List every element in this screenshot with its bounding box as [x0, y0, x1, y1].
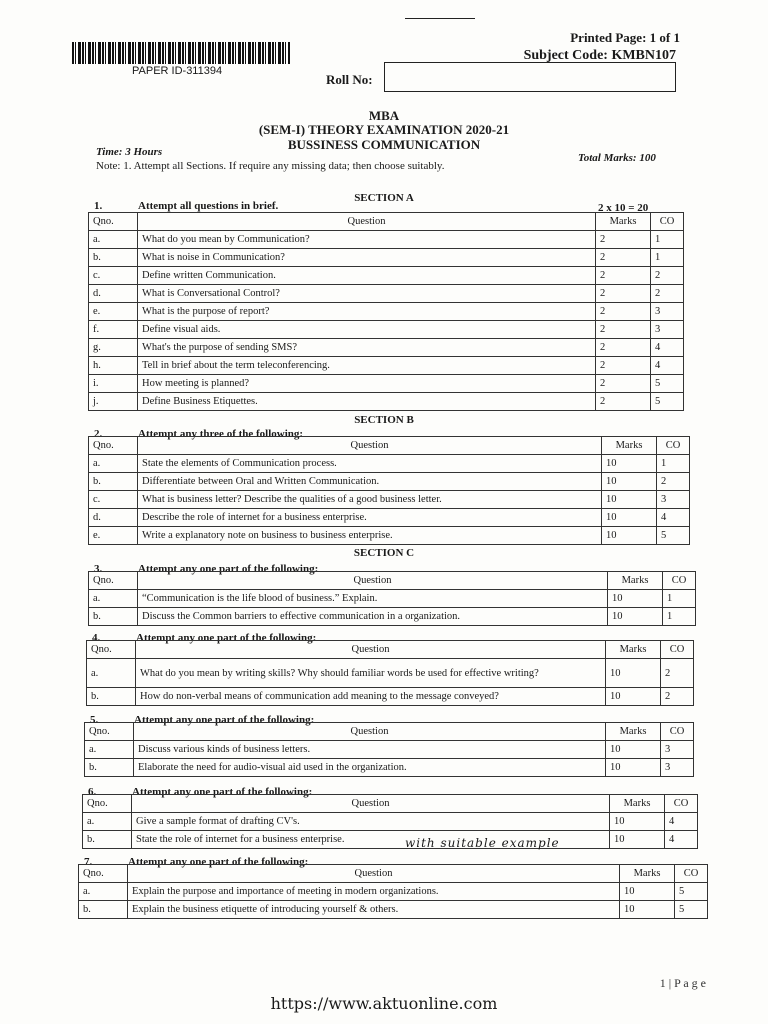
- cell-no: c.: [89, 491, 138, 509]
- cell-q: Define written Communication.: [138, 267, 596, 285]
- question-instruction: Attempt any one part of the following:: [134, 714, 315, 726]
- cell-no: b.: [89, 608, 138, 626]
- cell-no: a.: [89, 231, 138, 249]
- table-header-row: [89, 572, 696, 590]
- cell-m: 2: [596, 231, 651, 249]
- table-row: [87, 659, 694, 688]
- header-marks: Marks: [620, 865, 675, 883]
- cell-co: 1: [663, 590, 696, 608]
- cell-m: 10: [602, 527, 657, 545]
- cell-no: b.: [89, 473, 138, 491]
- header-qno: Qno.: [89, 213, 138, 231]
- cell-q: Write a explanatory note on business to business enterprise.: [138, 527, 602, 545]
- cell-no: f.: [89, 321, 138, 339]
- cell-m: 10: [620, 883, 675, 901]
- header-co: CO: [675, 865, 708, 883]
- header-co: CO: [665, 795, 698, 813]
- header-qno: Qno.: [89, 572, 138, 590]
- cell-q: What do you mean by Communication?: [138, 231, 596, 249]
- question-instruction: Attempt any one part of the following:: [128, 856, 309, 868]
- question-instruction: Attempt all questions in brief.: [138, 200, 279, 212]
- cell-q: What is business letter? Describe the qualities of a good business letter.: [138, 491, 602, 509]
- cell-m: 10: [602, 473, 657, 491]
- cell-no: a.: [89, 455, 138, 473]
- question-number: 2.: [94, 428, 103, 440]
- cell-co: 2: [651, 285, 684, 303]
- cell-co: 2: [657, 473, 690, 491]
- cell-m: 10: [610, 813, 665, 831]
- header-question: Question: [138, 572, 608, 590]
- subject-title: BUSSINESS COMMUNICATION: [287, 137, 481, 152]
- header-qno: Qno.: [87, 641, 136, 659]
- cell-co: 2: [661, 659, 694, 688]
- cell-co: 3: [651, 321, 684, 339]
- cell-co: 3: [657, 491, 690, 509]
- header-question: Question: [128, 865, 620, 883]
- header-qno: Qno.: [89, 437, 138, 455]
- table-row: [89, 455, 690, 473]
- question-table: [88, 212, 684, 411]
- roll-no-box: [384, 62, 676, 92]
- cell-m: 2: [596, 321, 651, 339]
- table-row: [89, 285, 684, 303]
- question-number: 6.: [88, 786, 97, 798]
- cell-co: 3: [661, 759, 694, 777]
- question-number: 5.: [90, 714, 99, 726]
- question-table: [88, 436, 690, 545]
- header-marks: Marks: [608, 572, 663, 590]
- table-row: [89, 249, 684, 267]
- table-header-row: [85, 723, 694, 741]
- handwritten-note: with suitable example: [405, 836, 560, 850]
- cell-m: 2: [596, 375, 651, 393]
- cell-co: 4: [657, 509, 690, 527]
- cell-q: How do non-verbal means of communication add meaning to the message conveyed?: [136, 688, 606, 706]
- question-table: [84, 722, 694, 777]
- cell-m: 10: [602, 455, 657, 473]
- header-question: Question: [138, 437, 602, 455]
- table-header-row: [89, 213, 684, 231]
- section-title: SECTION A: [354, 192, 414, 204]
- table-row: [85, 741, 694, 759]
- cell-no: a.: [89, 590, 138, 608]
- barcode-icon: [72, 42, 290, 64]
- table-header-row: [87, 641, 694, 659]
- table-row: [89, 608, 696, 626]
- question-number: 1.: [94, 200, 103, 212]
- question-heading: [94, 200, 278, 212]
- cell-m: 2: [596, 267, 651, 285]
- header-question: Question: [138, 213, 596, 231]
- cell-q: Define visual aids.: [138, 321, 596, 339]
- header-co: CO: [657, 437, 690, 455]
- table-row: [89, 527, 690, 545]
- table-header-row: [89, 437, 690, 455]
- table-row: [83, 813, 698, 831]
- cell-no: a.: [87, 659, 136, 688]
- cell-co: 5: [675, 901, 708, 919]
- header-question: Question: [132, 795, 610, 813]
- cell-q: What is Conversational Control?: [138, 285, 596, 303]
- cell-q: What do you mean by writing skills? Why should familiar words be used for effective writing?: [136, 659, 606, 688]
- table-row: [89, 339, 684, 357]
- cell-m: 10: [620, 901, 675, 919]
- question-number: 4.: [92, 632, 101, 644]
- header-marks: Marks: [596, 213, 651, 231]
- cell-no: a.: [79, 883, 128, 901]
- cell-m: 10: [606, 688, 661, 706]
- exam-title: (SEM-I) THEORY EXAMINATION 2020-21: [258, 122, 510, 137]
- header-qno: Qno.: [79, 865, 128, 883]
- cell-m: 2: [596, 285, 651, 303]
- table-header-row: [79, 865, 708, 883]
- cell-m: 10: [610, 831, 665, 849]
- cell-co: 4: [651, 339, 684, 357]
- cell-m: 10: [606, 741, 661, 759]
- cell-no: a.: [85, 741, 134, 759]
- cell-no: g.: [89, 339, 138, 357]
- table-row: [89, 357, 684, 375]
- note: Note: 1. Attempt all Sections. If require any missing data; then choose suitably.: [96, 160, 445, 172]
- cell-no: b.: [85, 759, 134, 777]
- cell-q: Explain the purpose and importance of meeting in modern organizations.: [128, 883, 620, 901]
- question-table: [86, 640, 694, 706]
- printed-page: Printed Page: 1 of 1: [570, 30, 680, 45]
- header-co: CO: [651, 213, 684, 231]
- header-co: CO: [661, 723, 694, 741]
- top-rule: [405, 18, 475, 19]
- footer-url: https://www.aktuonline.com: [270, 994, 498, 1013]
- cell-q: Define Business Etiquettes.: [138, 393, 596, 411]
- question-number: 7.: [84, 856, 93, 868]
- table-row: [79, 901, 708, 919]
- table-row: [89, 473, 690, 491]
- cell-no: e.: [89, 303, 138, 321]
- cell-co: 5: [651, 375, 684, 393]
- header-question: Question: [136, 641, 606, 659]
- section-title: SECTION B: [354, 414, 414, 426]
- total-marks: Total Marks: 100: [578, 152, 656, 164]
- cell-co: 5: [657, 527, 690, 545]
- table-row: [83, 831, 698, 849]
- cell-q: State the elements of Communication process.: [138, 455, 602, 473]
- cell-co: 2: [651, 267, 684, 285]
- cell-co: 5: [675, 883, 708, 901]
- cell-m: 10: [602, 509, 657, 527]
- time-label: Time: 3 Hours: [96, 146, 163, 158]
- cell-co: 4: [665, 813, 698, 831]
- cell-m: 10: [606, 759, 661, 777]
- question-table: [88, 571, 696, 626]
- cell-q: Explain the business etiquette of introducing yourself & others.: [128, 901, 620, 919]
- question-number: 3.: [94, 563, 103, 575]
- subject-code: Subject Code: KMBN107: [523, 48, 676, 63]
- header-marks: Marks: [606, 723, 661, 741]
- header-question: Question: [134, 723, 606, 741]
- cell-no: e.: [89, 527, 138, 545]
- question-instruction: Attempt any one part of the following:: [132, 786, 313, 798]
- cell-no: a.: [83, 813, 132, 831]
- cell-q: What's the purpose of sending SMS?: [138, 339, 596, 357]
- cell-m: 10: [608, 608, 663, 626]
- cell-no: d.: [89, 285, 138, 303]
- cell-co: 1: [651, 231, 684, 249]
- cell-co: 4: [651, 357, 684, 375]
- header-qno: Qno.: [83, 795, 132, 813]
- cell-no: b.: [89, 249, 138, 267]
- table-row: [89, 267, 684, 285]
- cell-m: 2: [596, 249, 651, 267]
- cell-m: 10: [602, 491, 657, 509]
- cell-q: How meeting is planned?: [138, 375, 596, 393]
- question-instruction: Attempt any one part of the following:: [136, 632, 317, 644]
- cell-q: Give a sample format of drafting CV's.: [132, 813, 610, 831]
- table-row: [89, 375, 684, 393]
- cell-no: b.: [79, 901, 128, 919]
- page-number: 1 | P a g e: [659, 976, 706, 990]
- cell-co: 2: [661, 688, 694, 706]
- table-row: [89, 509, 690, 527]
- table-row: [89, 231, 684, 249]
- table-row: [79, 883, 708, 901]
- cell-m: 10: [608, 590, 663, 608]
- question-table: [78, 864, 708, 919]
- cell-q: “Communication is the life blood of business.” Explain.: [138, 590, 608, 608]
- cell-co: 1: [657, 455, 690, 473]
- cell-co: 4: [665, 831, 698, 849]
- header-co: CO: [663, 572, 696, 590]
- table-header-row: [83, 795, 698, 813]
- question-instruction: Attempt any three of the following:: [138, 428, 304, 440]
- table-row: [89, 590, 696, 608]
- cell-q: Tell in brief about the term teleconferencing.: [138, 357, 596, 375]
- header-qno: Qno.: [85, 723, 134, 741]
- cell-m: 2: [596, 339, 651, 357]
- cell-co: 5: [651, 393, 684, 411]
- cell-m: 2: [596, 393, 651, 411]
- question-table: [82, 794, 698, 849]
- marks-formula: 2 x 10 = 20: [598, 202, 649, 214]
- header-marks: Marks: [602, 437, 657, 455]
- cell-no: b.: [83, 831, 132, 849]
- table-row: [89, 303, 684, 321]
- paper-id: PAPER ID-311394: [132, 65, 223, 77]
- cell-co: 3: [661, 741, 694, 759]
- cell-q: Elaborate the need for audio-visual aid used in the organization.: [134, 759, 606, 777]
- cell-q: Describe the role of internet for a business enterprise.: [138, 509, 602, 527]
- cell-co: 1: [651, 249, 684, 267]
- cell-no: c.: [89, 267, 138, 285]
- question-instruction: Attempt any one part of the following:: [138, 563, 319, 575]
- cell-m: 2: [596, 303, 651, 321]
- table-row: [89, 321, 684, 339]
- cell-q: What is noise in Communication?: [138, 249, 596, 267]
- table-row: [85, 759, 694, 777]
- cell-co: 1: [663, 608, 696, 626]
- roll-no-label: Roll No:: [326, 72, 373, 87]
- cell-q: Differentiate between Oral and Written Communication.: [138, 473, 602, 491]
- header-marks: Marks: [606, 641, 661, 659]
- cell-no: d.: [89, 509, 138, 527]
- cell-q: Discuss the Common barriers to effective communication in a organization.: [138, 608, 608, 626]
- table-row: [89, 393, 684, 411]
- table-row: [87, 688, 694, 706]
- section-title: SECTION C: [353, 547, 415, 559]
- program-title: MBA: [368, 108, 400, 123]
- cell-no: h.: [89, 357, 138, 375]
- cell-no: b.: [87, 688, 136, 706]
- header-marks: Marks: [610, 795, 665, 813]
- cell-co: 3: [651, 303, 684, 321]
- cell-q: State the role of internet for a business enterprise.: [132, 831, 610, 849]
- cell-q: Discuss various kinds of business letters.: [134, 741, 606, 759]
- header-co: CO: [661, 641, 694, 659]
- cell-m: 10: [606, 659, 661, 688]
- cell-q: What is the purpose of report?: [138, 303, 596, 321]
- cell-m: 2: [596, 357, 651, 375]
- cell-no: j.: [89, 393, 138, 411]
- cell-no: i.: [89, 375, 138, 393]
- table-row: [89, 491, 690, 509]
